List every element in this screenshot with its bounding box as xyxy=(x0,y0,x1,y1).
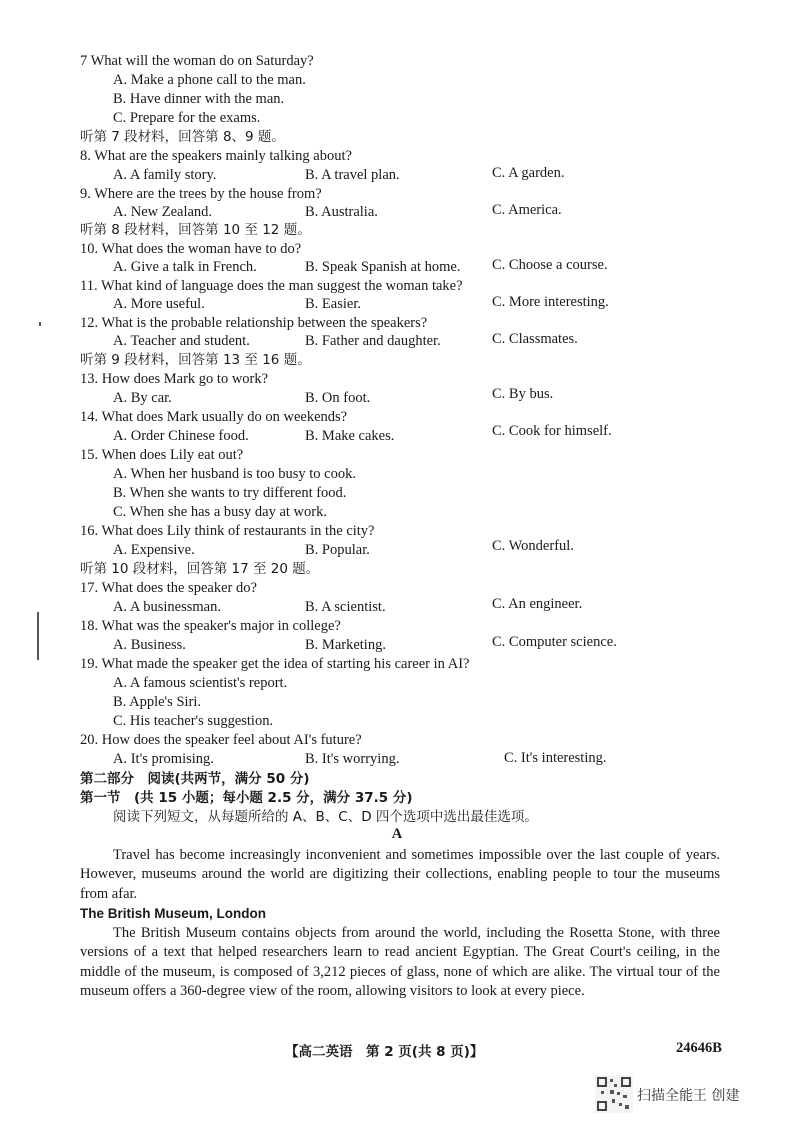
page-footer: 【高二英语 第 2 页(共 8 页)】 xyxy=(285,1044,484,1060)
question-16: 16. What does Lily think of restaurants in the city? xyxy=(80,523,375,539)
passage-body: The British Museum contains objects from around the world, including the Rosetta Stone, with three versions of a text that helped researchers learn to read ancient Egyptian. The Great Court's ceiling, in the middle of the museum, is composed of 3,212 pieces of glass, none of which are alike. The virtual tour of the museum offers a 360-degree view of the room, allowing visitors to look at every piece. xyxy=(80,925,720,999)
option-12a: A. Teacher and student. xyxy=(113,333,250,349)
margin-mark xyxy=(39,322,41,326)
section-1-heading: 第一节 (共 15 小题；每小题 2.5 分，满分 37.5 分) xyxy=(80,790,413,806)
question-13: 13. How does Mark go to work? xyxy=(80,371,269,387)
watermark-text: 扫描全能王 创建 xyxy=(637,1088,740,1104)
option-10c: C. Choose a course. xyxy=(492,257,608,273)
option-8a: A. A family story. xyxy=(113,167,217,183)
option-9c: C. America. xyxy=(492,202,562,218)
option-14c: C. Cook for himself. xyxy=(492,423,612,439)
question-12: 12. What is the probable relationship between the speakers? xyxy=(80,315,428,331)
option-15b: B. When she wants to try different food. xyxy=(113,485,347,501)
option-18b: B. Marketing. xyxy=(305,637,386,653)
part-2-heading: 第二部分 阅读(共两节，满分 50 分) xyxy=(80,771,310,787)
question-11: 11. What kind of language does the man suggest the woman take? xyxy=(80,278,463,294)
option-17c: C. An engineer. xyxy=(492,596,583,612)
option-15c: C. When she has a busy day at work. xyxy=(113,504,327,520)
option-14b: B. Make cakes. xyxy=(305,428,395,444)
option-11c: C. More interesting. xyxy=(492,294,609,310)
option-18a: A. Business. xyxy=(113,637,186,653)
listening-header-10: 听第 10 段材料，回答第 17 至 20 题。 xyxy=(80,561,320,577)
question-15: 15. When does Lily eat out? xyxy=(80,447,244,463)
option-16b: B. Popular. xyxy=(305,542,370,558)
option-20a: A. It's promising. xyxy=(113,751,214,767)
reading-instruction: 阅读下列短文，从每题所给的 A、B、C、D 四个选项中选出最佳选项。 xyxy=(113,809,538,825)
option-13c: C. By bus. xyxy=(492,386,554,402)
option-16c: C. Wonderful. xyxy=(492,538,574,554)
option-19c: C. His teacher's suggestion. xyxy=(113,713,274,729)
option-11a: A. More useful. xyxy=(113,296,205,312)
passage-subtitle: The British Museum, London xyxy=(80,906,266,921)
option-7c: C. Prepare for the exams. xyxy=(113,110,261,126)
listening-header-8: 听第 8 段材料，回答第 10 至 12 题。 xyxy=(80,222,311,238)
option-10b: B. Speak Spanish at home. xyxy=(305,259,461,275)
question-19: 19. What made the speaker get the idea of starting his career in AI? xyxy=(80,656,470,672)
question-17: 17. What does the speaker do? xyxy=(80,580,257,596)
margin-mark xyxy=(37,612,39,660)
option-12b: B. Father and daughter. xyxy=(305,333,441,349)
question-8: 8. What are the speakers mainly talking about? xyxy=(80,148,352,164)
option-13a: A. By car. xyxy=(113,390,172,406)
option-17b: B. A scientist. xyxy=(305,599,386,615)
option-11b: B. Easier. xyxy=(305,296,361,312)
option-8c: C. A garden. xyxy=(492,165,565,181)
option-13b: B. On foot. xyxy=(305,390,371,406)
passage-intro: Travel has become increasingly inconvenient and sometimes impossible over the last couple of years. However, museums around the world are digitizing their collections, enabling people to tour the museums from afar. xyxy=(80,847,720,902)
option-19a: A. A famous scientist's report. xyxy=(113,675,288,691)
option-15a: A. When her husband is too busy to cook. xyxy=(113,466,356,482)
option-18c: C. Computer science. xyxy=(492,634,617,650)
listening-header-7: 听第 7 段材料，回答第 8、9 题。 xyxy=(80,129,285,145)
option-9b: B. Australia. xyxy=(305,204,378,220)
option-17a: A. A businessman. xyxy=(113,599,221,615)
question-10: 10. What does the woman have to do? xyxy=(80,241,302,257)
scanner-watermark xyxy=(595,1075,775,1115)
question-9: 9. Where are the trees by the house from? xyxy=(80,186,322,202)
option-10a: A. Give a talk in French. xyxy=(113,259,257,275)
listening-header-9: 听第 9 段材料，回答第 13 至 16 题。 xyxy=(80,352,311,368)
passage-label: A xyxy=(391,826,403,842)
option-7a: A. Make a phone call to the man. xyxy=(113,72,306,88)
question-18: 18. What was the speaker's major in college? xyxy=(80,618,341,634)
paper-code: 24646B xyxy=(676,1040,722,1056)
option-20b: B. It's worrying. xyxy=(305,751,400,767)
option-8b: B. A travel plan. xyxy=(305,167,400,183)
option-20c: C. It's interesting. xyxy=(504,750,607,766)
option-7b: B. Have dinner with the man. xyxy=(113,91,285,107)
option-9a: A. New Zealand. xyxy=(113,204,213,220)
question-14: 14. What does Mark usually do on weekends? xyxy=(80,409,348,425)
option-19b: B. Apple's Siri. xyxy=(113,694,202,710)
option-16a: A. Expensive. xyxy=(113,542,195,558)
question-7: 7 What will the woman do on Saturday? xyxy=(80,53,314,69)
option-14a: A. Order Chinese food. xyxy=(113,428,249,444)
qr-code-icon xyxy=(595,1075,633,1113)
option-12c: C. Classmates. xyxy=(492,331,578,347)
question-20: 20. How does the speaker feel about AI's future? xyxy=(80,732,362,748)
